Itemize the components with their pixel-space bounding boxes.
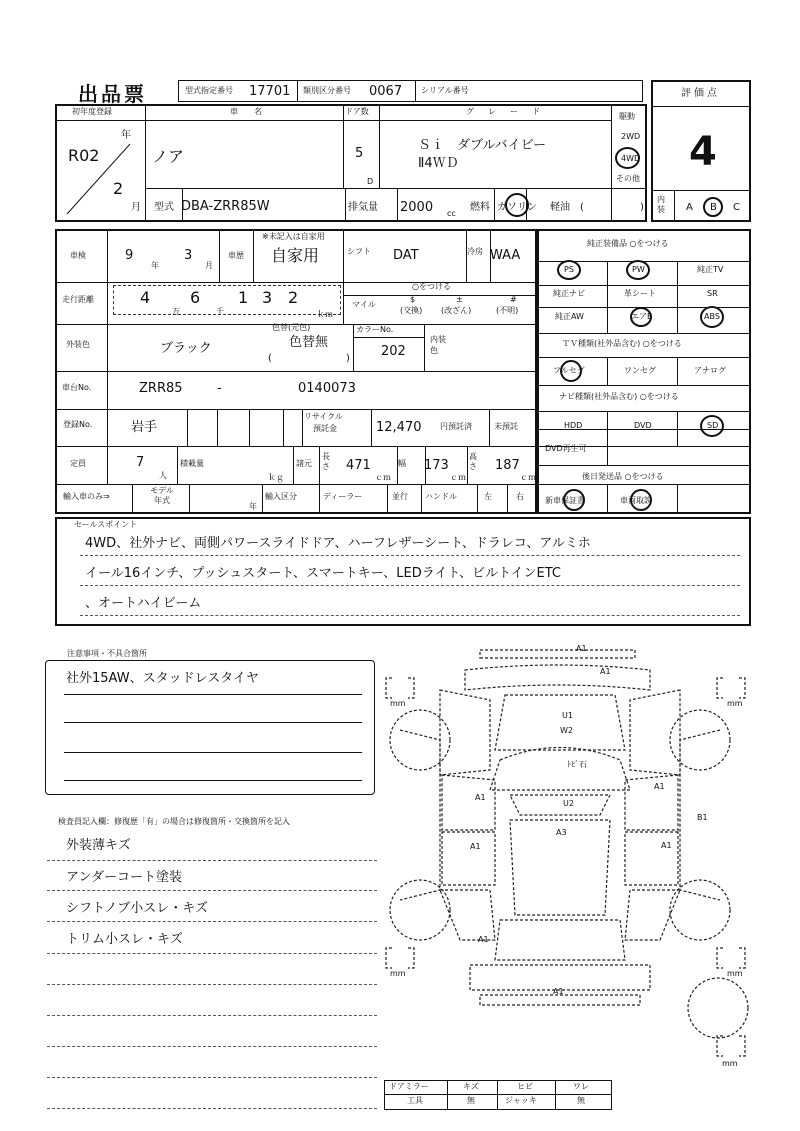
import-dealer: ディーラー xyxy=(323,492,363,501)
equip-ps-circle xyxy=(557,260,581,280)
fuel-paren-right: ) xyxy=(640,202,644,213)
doors-suffix: D xyxy=(367,177,374,186)
fuel-diesel: 軽油 xyxy=(550,202,570,213)
sales-point-label: セールスポイント xyxy=(74,520,138,529)
later-warranty-circle xyxy=(563,489,585,511)
mileage-digit-5: 2 xyxy=(288,288,299,307)
first-reg-label: 初年度登録 xyxy=(72,107,112,116)
repaint-value: 色替無 xyxy=(289,335,329,350)
type-number-label: 型式指定番号 xyxy=(185,86,233,95)
inspector-line-2: アンダーコート塗装 xyxy=(66,870,182,885)
history-value: 自家用 xyxy=(271,246,320,265)
interior-a: A xyxy=(686,202,693,213)
sales-line-1: 4WD、社外ナビ、両側パワースライドドア、ハーフレザーシート、ドラレコ、アルミホ xyxy=(85,536,591,551)
recycle-deposited: 円預託済 xyxy=(440,422,472,431)
repaint-paren-right: ) xyxy=(346,353,350,364)
mark-left-rear-quarter: A1 xyxy=(478,935,489,944)
mileage-opts-header: ○をつける xyxy=(412,282,451,291)
mark-rear-bumper: A1 xyxy=(553,987,564,996)
interior-grade-box xyxy=(651,190,751,222)
displacement-unit: cc xyxy=(447,209,456,218)
mark-front-bumper: A1 xyxy=(576,644,587,653)
legend-jack-value: 無 xyxy=(577,1096,585,1105)
mileage-opt-exchange-sym: $ xyxy=(410,295,416,304)
header-id-box xyxy=(178,80,643,102)
notes-line-1: 社外15AW、スタッドレスタイヤ xyxy=(66,671,259,686)
import-right: 右 xyxy=(516,492,524,501)
shift-label: シフト xyxy=(347,247,371,256)
navi-dvd-playback: DVD再生可 xyxy=(545,444,587,453)
dims-width-unit: ｃｍ xyxy=(450,473,466,482)
later-header: 後日発送品 ○をつける xyxy=(582,472,664,481)
recycle-not-deposited: 未預託 xyxy=(494,422,518,431)
color-code-value: 202 xyxy=(381,344,406,359)
notes-label: 注意事項・不具合箇所 xyxy=(67,649,147,658)
legend-crack: ヒビ xyxy=(517,1082,533,1091)
registration-label: 登録No. xyxy=(63,420,93,429)
drive-4wd-circle xyxy=(615,147,640,169)
shift-value: DAT xyxy=(393,248,419,263)
history-note: ※未記入は自家用 xyxy=(262,232,325,241)
grade-line2: Ⅱ4ＷＤ xyxy=(418,156,459,171)
class-number-value: 0067 xyxy=(369,84,403,99)
mark-front-grille: A1 xyxy=(600,667,611,676)
reg-era: R02 xyxy=(68,146,100,165)
mileage-digit-3: 1 xyxy=(238,288,249,307)
mileage-unit-sen: 千 xyxy=(216,307,224,316)
mileage-opt-unknown: (不明) xyxy=(496,306,519,315)
legend-table xyxy=(384,1080,612,1110)
recycle-label-2: 預託金 xyxy=(313,424,337,433)
car-name-value: ノア xyxy=(152,147,185,166)
tv-fullseg: フルセグ xyxy=(553,366,585,375)
dims-length-unit: ｃｍ xyxy=(375,473,391,482)
inspector-line-3: シフトノブ小スレ・キズ xyxy=(66,901,208,916)
import-left: 左 xyxy=(484,492,492,501)
chassis-dash: - xyxy=(217,381,222,396)
repaint-paren-left: ( xyxy=(268,353,272,364)
fuel-paren-left: ( xyxy=(580,202,584,213)
dims-height-value: 187 xyxy=(495,458,520,473)
interior-color-label: 内装色 xyxy=(430,335,446,355)
inspection-year: 9 xyxy=(125,248,134,263)
tv-fullseg-circle xyxy=(560,360,582,382)
mileage-digit-1: 4 xyxy=(140,288,151,307)
equip-pw: PW xyxy=(632,265,645,274)
navi-dvd: DVD xyxy=(634,421,652,430)
sales-line-2: イール16インチ、プッシュスタート、スマートキー、LEDライト、ビルトインETC xyxy=(85,566,561,581)
fuel-label: 燃料 xyxy=(470,202,490,213)
import-label: 輸入車のみ⇒ xyxy=(63,492,110,501)
capacity-label: 定員 xyxy=(70,459,86,468)
mileage-opt-mile: マイル xyxy=(352,300,376,309)
dims-length-label: 長さ xyxy=(322,452,330,471)
legend-tools: 工具 xyxy=(407,1096,423,1105)
dims-width-value: 173 xyxy=(424,458,449,473)
class-number-label: 類別区分番号 xyxy=(303,86,351,95)
fuel-gasoline: ガソリン xyxy=(497,202,537,213)
mark-hood-u1: U1 xyxy=(562,711,573,720)
mileage-unit-man: 万 xyxy=(172,307,180,316)
mark-hood-w2: W2 xyxy=(560,726,573,735)
score-label: 評価点 xyxy=(681,88,720,99)
chassis-label: 車台No. xyxy=(62,383,92,392)
equip-tv: 純正TV xyxy=(697,265,724,274)
tv-oneseg: ワンセグ xyxy=(624,366,656,375)
dims-width-label: 幅 xyxy=(398,459,406,468)
recycle-value: 12,470 xyxy=(376,420,422,435)
equip-abs-circle xyxy=(700,306,724,328)
displacement-label: 排気量 xyxy=(348,202,378,213)
mark-roof-u2: U2 xyxy=(563,799,574,808)
inspection-month-unit: 月 xyxy=(205,261,213,270)
interior-c: C xyxy=(733,202,740,213)
import-year-unit: 年 xyxy=(249,502,257,511)
inspection-month: 3 xyxy=(184,248,193,263)
import-parallel: 並行 xyxy=(392,492,408,501)
mileage-unit-km: ｋｍ xyxy=(317,310,333,319)
mark-right-front-door: A1 xyxy=(654,782,665,791)
inspection-year-unit: 年 xyxy=(151,261,159,270)
equip-airbag: エアB xyxy=(631,312,653,321)
legend-break: ワレ xyxy=(573,1082,589,1091)
equip-leather: 革シート xyxy=(624,289,656,298)
dims-length-value: 471 xyxy=(346,458,371,473)
ac-value: WAA xyxy=(490,248,521,263)
reg-month: 2 xyxy=(113,179,124,198)
mark-right-pillar-b1: B1 xyxy=(697,813,708,822)
chassis-number: 0140073 xyxy=(298,381,356,396)
equip-aw: 純正AW xyxy=(555,312,584,321)
color-label: 外装色 xyxy=(66,340,90,349)
mileage-opt-exchange: (交換) xyxy=(400,306,423,315)
tread-unit-fl: mm xyxy=(390,699,406,708)
inspector-line-4: トリム小スレ・キズ xyxy=(66,932,183,947)
equip-ps: PS xyxy=(564,265,574,274)
score-value: 4 xyxy=(689,129,717,175)
mark-left-front-door: A1 xyxy=(475,793,486,802)
car-name-label: 車名 xyxy=(230,107,278,116)
recycle-label-1: リサイクル xyxy=(304,412,343,421)
fuel-gasoline-circle xyxy=(505,193,529,217)
tv-header: ＴＶ種類(社外品含む) ○をつける xyxy=(562,339,682,348)
mark-windshield: ﾄﾋﾞ石 xyxy=(567,760,587,769)
dims-label: 諸元 xyxy=(296,459,312,468)
equip-airbag-circle xyxy=(630,307,652,327)
load-unit: ｋｇ xyxy=(268,473,284,482)
registration-value: 岩手 xyxy=(131,420,158,435)
equip-sr: SR xyxy=(707,289,718,298)
interior-b: B xyxy=(710,202,717,213)
dims-height-unit: ｃｍ xyxy=(520,473,536,482)
reg-month-unit: 月 xyxy=(131,202,141,213)
serial-number-label: シリアル番号 xyxy=(421,86,469,95)
chassis-prefix: ZRR85 xyxy=(139,381,183,396)
navi-sd-circle xyxy=(700,415,724,437)
equip-abs: ABS xyxy=(704,312,720,321)
mileage-digit-2: 6 xyxy=(190,288,201,307)
tread-unit-spare: mm xyxy=(722,1059,738,1068)
type-number-value: 17701 xyxy=(249,84,291,99)
car-damage-diagram xyxy=(380,640,760,1070)
vehicle-details-block xyxy=(55,229,537,514)
displacement-value: 2000 xyxy=(400,200,434,215)
sales-line-3: 、オートハイビーム xyxy=(85,596,202,611)
equip-navi: 純正ナビ xyxy=(553,289,585,298)
color-value: ブラック xyxy=(160,341,212,356)
load-label: 積載量 xyxy=(180,459,204,468)
grade-line1: Ｓｉ ダブルバイビー xyxy=(418,138,547,153)
grade-label: グレード xyxy=(466,107,554,116)
tv-analog: アナログ xyxy=(694,366,726,375)
form-title: 出品票 xyxy=(78,82,147,106)
capacity-unit: 人 xyxy=(159,471,167,480)
inspector-label: 検査員記入欄：修復歴「有」の場合は修復箇所・交換箇所を記入 xyxy=(58,817,290,826)
model-value: DBA-ZRR85W xyxy=(181,199,270,214)
capacity-value: 7 xyxy=(136,455,145,470)
inspector-line-1: 外装薄キズ xyxy=(66,838,131,853)
import-kind-label: 輸入区分 xyxy=(265,492,297,501)
tread-unit-fr: mm xyxy=(727,699,743,708)
mark-right-rear-door: A1 xyxy=(661,841,672,850)
drive-other: その他 xyxy=(616,174,640,183)
later-manual: 車両取説 xyxy=(620,496,652,505)
navi-hdd: HDD xyxy=(564,421,583,430)
tread-unit-rr: mm xyxy=(727,969,743,978)
legend-jack: ジャッキ xyxy=(505,1096,537,1105)
equipment-header: 純正装備品 ○をつける xyxy=(587,239,669,248)
import-handle: ハンドル xyxy=(425,492,457,501)
reg-year-unit: 年 xyxy=(121,130,131,141)
drive-label: 駆動 xyxy=(619,112,635,121)
mileage-opt-tamper: (改ざん) xyxy=(441,306,472,315)
legend-tools-value: 無 xyxy=(467,1096,475,1105)
mileage-opt-tamper-sym: ± xyxy=(456,295,463,304)
doors-label: ドア数 xyxy=(345,107,369,116)
history-label: 車歴 xyxy=(228,251,244,260)
dims-height-label: 高さ xyxy=(469,452,477,471)
navi-sd: SD xyxy=(707,421,719,430)
legend-scratch: キズ xyxy=(463,1082,479,1091)
interior-b-circle xyxy=(703,197,723,217)
legend-door-mirror: ドアミラー xyxy=(389,1082,429,1091)
mileage-digit-4: 3 xyxy=(262,288,273,307)
mileage-opt-unknown-sym: # xyxy=(510,295,517,304)
navi-header: ナビ種類(社外品含む) ○をつける xyxy=(559,392,679,401)
later-manual-circle xyxy=(630,489,652,511)
color-code-label: カラーNo. xyxy=(356,325,394,334)
equip-pw-circle xyxy=(626,260,650,280)
doors-value: 5 xyxy=(355,146,364,161)
import-model-year-label: モデル年式 xyxy=(150,486,174,505)
mark-left-rear-door: A1 xyxy=(470,842,481,851)
ac-label: 冷房 xyxy=(467,247,483,256)
repaint-label: 色替(元色) xyxy=(272,323,311,332)
mark-roof-a3: A3 xyxy=(556,828,567,837)
mileage-label: 走行距離 xyxy=(62,295,94,304)
drive-4wd: 4WD xyxy=(621,154,641,163)
inspection-label: 車検 xyxy=(70,251,86,260)
tread-unit-rl: mm xyxy=(390,969,406,978)
later-warranty: 新車保証書 xyxy=(545,496,585,505)
interior-label: 内装 xyxy=(657,195,665,214)
drive-2wd: 2WD xyxy=(621,132,641,141)
model-label: 型式 xyxy=(154,202,174,213)
